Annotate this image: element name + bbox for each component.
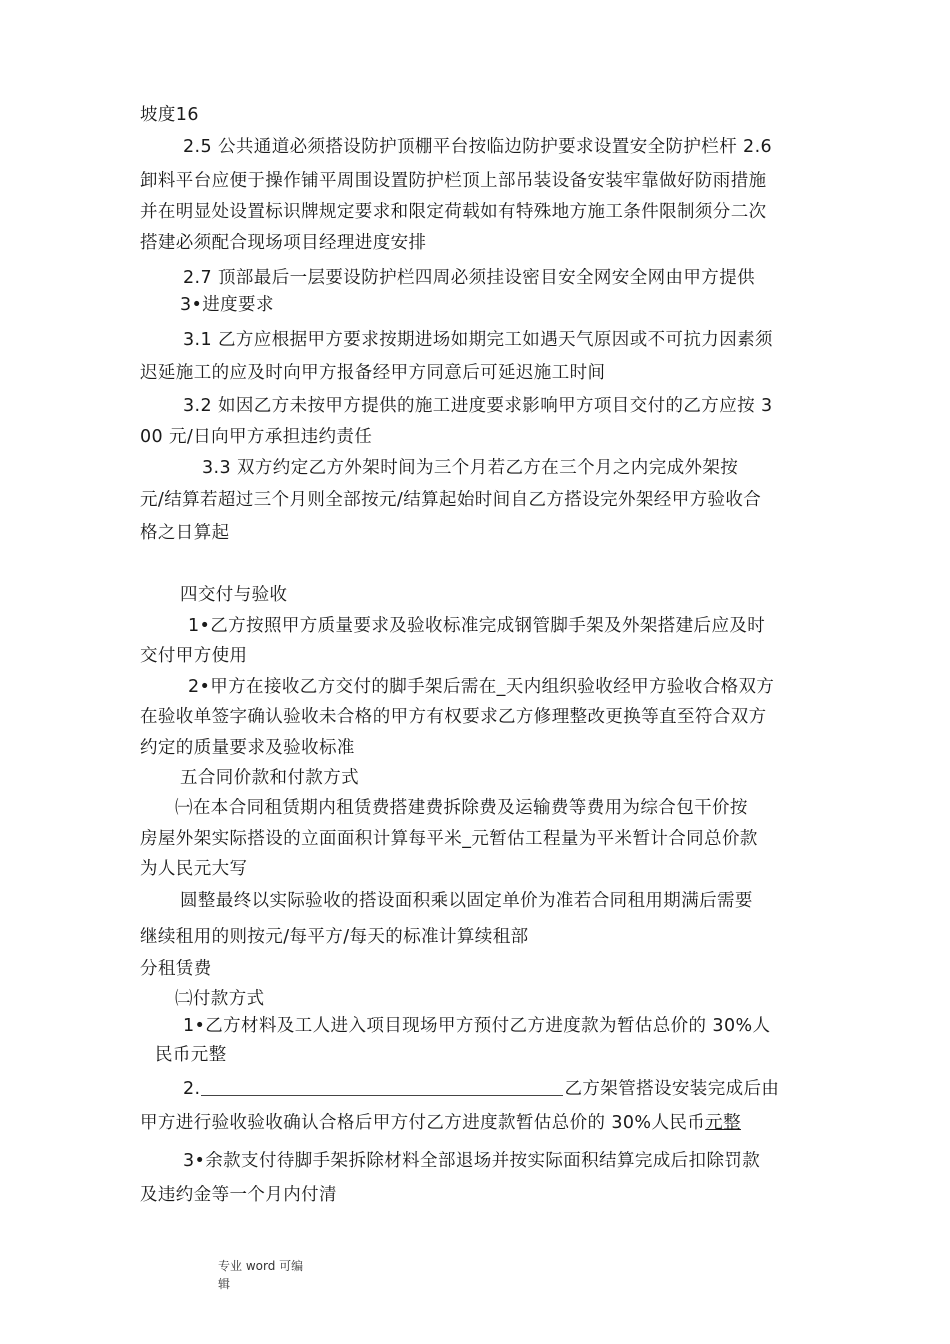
text-line: 在验收单签字确认验收未合格的甲方有权要求乙方修理整改更换等直至符合双方 [140, 707, 767, 727]
text-line: 交付甲方使用 [140, 646, 248, 666]
text-line: 3•余款支付待脚手架拆除材料全部退场并按实际面积结算完成后扣除罚款 [183, 1151, 761, 1171]
text-line: 1•乙方材料及工人进入项目现场甲方预付乙方进度款为暂估总价的 30%人 [183, 1016, 771, 1036]
text-line [140, 1112, 741, 1134]
text-line: 3.2 如因乙方未按甲方提供的施工进度要求影响甲方项目交付的乙方应按 3 [183, 396, 773, 416]
text-line: 坡度16 [140, 105, 199, 125]
item-number: 2. [183, 1079, 201, 1099]
text-line: 民币元整 [155, 1045, 227, 1065]
text-line: 3.1 乙方应根据甲方要求按期进场如期完工如遇天气原因或不可抗力因素须 [183, 330, 773, 350]
text-line: 为人民元大写 [140, 859, 248, 879]
text-line: 房屋外架实际搭设的立面面积计算每平米_元暂估工程量为平米暂计合同总价款 [140, 829, 758, 849]
fill-in-blank [201, 1077, 563, 1096]
section-heading: 3•进度要求 [180, 295, 274, 315]
text-line: 卸料平台应便于操作铺平周围设置防护栏顶上部吊装设备安装牢靠做好防雨措施 [140, 171, 767, 191]
text-line: 分租赁费 [140, 959, 212, 979]
text-segment: 甲方进行验收验收确认合格后甲方付乙方进度款暂估总价的 30%人民币 [140, 1113, 706, 1133]
text-line: 2•甲方在接收乙方交付的脚手架后需在_天内组织验收经甲方验收合格双方 [188, 677, 775, 697]
text-line: 格之日算起 [140, 523, 230, 543]
text-line: ㈠在本合同租赁期内租赁费搭建费拆除费及运输费等费用为综合包干价按 [175, 798, 748, 818]
text-line: 并在明显处设置标识牌规定要求和限定荷载如有特殊地方施工条件限制须分二次 [140, 202, 767, 222]
footer-note: 辑 [218, 1277, 231, 1291]
text-line: 3.3 双方约定乙方外架时间为三个月若乙方在三个月之内完成外架按 [202, 458, 739, 478]
section-heading: ㈡付款方式 [175, 989, 265, 1009]
text-line: 1•乙方按照甲方质量要求及验收标准完成钢管脚手架及外架搭建后应及时 [188, 616, 766, 636]
section-heading: 五合同价款和付款方式 [180, 768, 359, 788]
text-line: 继续租用的则按元/每平方/每天的标准计算续租部 [140, 927, 529, 947]
section-heading: 四交付与验收 [180, 585, 288, 605]
payment-line-2 [183, 1077, 779, 1100]
text-line: 2.5 公共通道必须搭设防护顶棚平台按临边防护要求设置安全防护栏杆 2.6 [183, 137, 773, 157]
underlined-amount: 元整 [705, 1113, 741, 1133]
text-line: 约定的质量要求及验收标准 [140, 738, 355, 758]
text-line: 圆整最终以实际验收的搭设面积乘以固定单价为准若合同租用期满后需要 [180, 891, 753, 911]
text-line: 及违约金等一个月内付清 [140, 1185, 337, 1205]
text-line: 元/结算若超过三个月则全部按元/结算起始时间自乙方搭设完外架经甲方验收合 [140, 490, 762, 510]
text-line: 迟延施工的应及时向甲方报备经甲方同意后可延迟施工时间 [140, 363, 606, 383]
text-line: 搭建必须配合现场项目经理进度安排 [140, 233, 427, 253]
text-line: 2.7 顶部最后一层要设防护栏四周必须挂设密目安全网安全网由甲方提供 [183, 268, 755, 288]
footer-note: 专业 word 可编 [218, 1259, 304, 1273]
text-segment: 乙方架管搭设安装完成后由 [564, 1079, 780, 1099]
text-line: 00 元/日向甲方承担违约责任 [140, 427, 373, 447]
